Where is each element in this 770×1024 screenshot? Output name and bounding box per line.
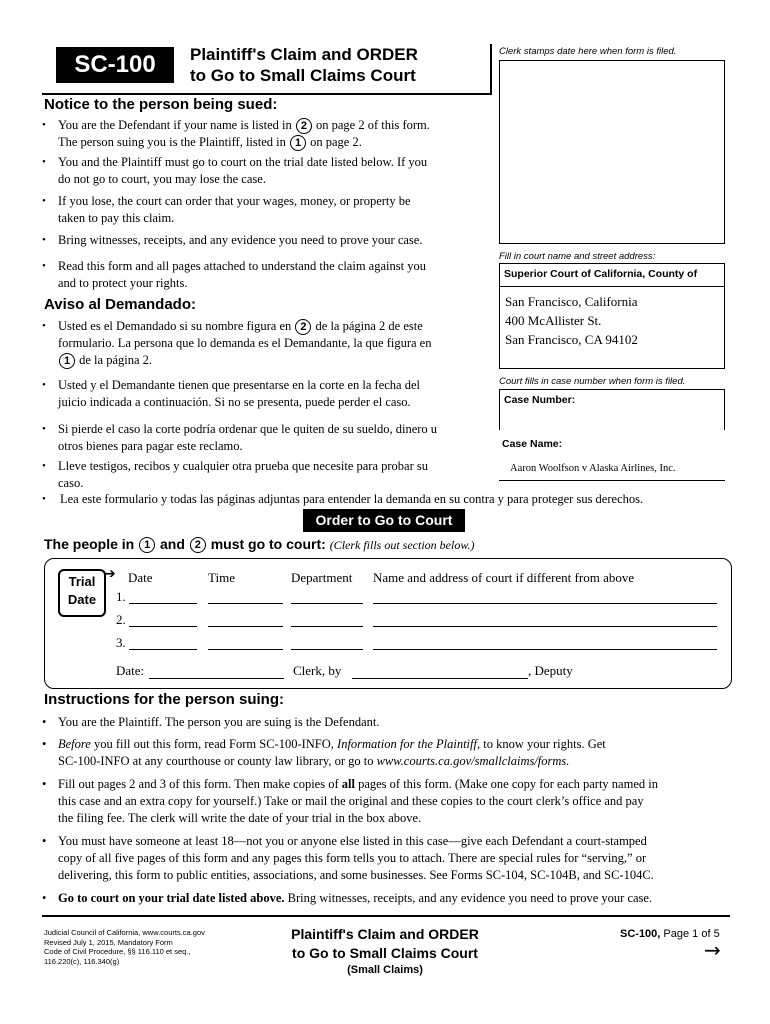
row-2-time-field[interactable] bbox=[208, 626, 283, 627]
header-vertical-rule bbox=[490, 44, 492, 95]
title-line-1: Plaintiff's Claim and ORDER bbox=[190, 45, 418, 64]
col-date-header: Date bbox=[128, 570, 153, 585]
clerk-signature-field[interactable] bbox=[352, 678, 528, 679]
row-3-time-field[interactable] bbox=[208, 649, 283, 650]
order-banner: Order to Go to Court bbox=[303, 509, 465, 532]
footer-page-number: SC-100, Page 1 of 5 bbox=[620, 928, 720, 940]
bullet-icon: • bbox=[42, 777, 47, 791]
case-name-label: Case Name: bbox=[502, 438, 563, 450]
row-2-date-field[interactable] bbox=[129, 626, 197, 627]
bullet-icon: • bbox=[42, 834, 47, 848]
clerk-date-label: Date: bbox=[116, 663, 145, 678]
people-line: The people in 1 and 2 must go to court: (Clerk fills out section below.) bbox=[44, 536, 475, 552]
footer-rule bbox=[42, 915, 730, 917]
item-1-marker: 1 bbox=[290, 135, 306, 151]
item-1-marker: 1 bbox=[139, 537, 155, 553]
item-1-marker: 1 bbox=[59, 353, 75, 369]
bullet-icon: • bbox=[42, 423, 46, 435]
deputy-label: , Deputy bbox=[528, 663, 573, 678]
bullet-icon: • bbox=[42, 493, 46, 505]
notice-heading: Notice to the person being sued: bbox=[44, 96, 278, 113]
clerk-by-label: Clerk, by bbox=[293, 663, 342, 678]
bullet-icon: • bbox=[42, 260, 46, 272]
aviso-heading: Aviso al Demandado: bbox=[44, 296, 196, 313]
bullet-icon: • bbox=[42, 156, 46, 168]
col-department-header: Department bbox=[291, 570, 353, 585]
case-number-label: Case Number: bbox=[504, 394, 576, 406]
court-address-line-3: San Francisco, CA 94102 bbox=[505, 332, 638, 347]
case-name-rule bbox=[499, 480, 725, 481]
clerk-stamp-label: Clerk stamps date here when form is filed. bbox=[499, 46, 677, 57]
court-address[interactable] bbox=[505, 292, 638, 349]
bullet-icon: • bbox=[42, 195, 46, 207]
row-2-department-field[interactable] bbox=[291, 626, 363, 627]
row-1-date-field[interactable] bbox=[129, 603, 197, 604]
col-time-header: Time bbox=[208, 570, 235, 585]
bullet-icon: • bbox=[42, 891, 47, 905]
header-rule bbox=[42, 93, 492, 95]
clerk-stamp-box bbox=[499, 60, 725, 244]
bullet-icon: • bbox=[42, 379, 46, 391]
trial-date-label-box: Trial Date bbox=[58, 569, 106, 617]
page-title bbox=[190, 44, 490, 86]
title-line-2: to Go to Small Claims Court bbox=[190, 66, 416, 85]
court-fill-label: Fill in court name and street address: bbox=[499, 251, 656, 262]
court-heading-rule bbox=[500, 286, 724, 287]
item-2-marker: 2 bbox=[295, 319, 311, 335]
row-2-number: 2. bbox=[116, 612, 126, 627]
item-2-marker: 2 bbox=[190, 537, 206, 553]
next-page-arrow-icon[interactable]: → bbox=[704, 938, 721, 962]
item-2-marker: 2 bbox=[296, 118, 312, 134]
row-1-address-field[interactable] bbox=[373, 603, 717, 604]
row-3-number: 3. bbox=[116, 635, 126, 650]
bullet-icon: • bbox=[42, 234, 46, 246]
case-name-value[interactable]: Aaron Woolfson v Alaska Airlines, Inc. bbox=[510, 463, 676, 474]
form-number: SC-100 bbox=[74, 51, 156, 78]
instructions-heading: Instructions for the person suing: bbox=[44, 691, 285, 708]
col-address-header: Name and address of court if different from above bbox=[373, 570, 635, 585]
row-3-address-field[interactable] bbox=[373, 649, 717, 650]
bullet-icon: • bbox=[42, 715, 47, 729]
case-fill-label: Court fills in case number when form is filed. bbox=[499, 376, 686, 387]
row-2-address-field[interactable] bbox=[373, 626, 717, 627]
row-1-number: 1. bbox=[116, 589, 126, 604]
arrow-right-icon: ➔ bbox=[104, 566, 116, 582]
court-address-box bbox=[499, 263, 725, 369]
small-claims-forms-link[interactable]: www.courts.ca.gov/smallclaims/forms. bbox=[376, 754, 570, 768]
bullet-icon: • bbox=[42, 320, 46, 332]
row-1-department-field[interactable] bbox=[291, 603, 363, 604]
court-address-line-1: San Francisco, California bbox=[505, 294, 638, 309]
row-3-department-field[interactable] bbox=[291, 649, 363, 650]
bullet-icon: • bbox=[42, 119, 46, 131]
clerk-date-field[interactable] bbox=[149, 678, 284, 679]
court-address-line-2: 400 McAllister St. bbox=[505, 313, 602, 328]
footer-title: Plaintiff's Claim and ORDER to Go to Small Claims Court (Small Claims) bbox=[291, 926, 479, 976]
row-1-time-field[interactable] bbox=[208, 603, 283, 604]
bullet-icon: • bbox=[42, 460, 46, 472]
row-3-date-field[interactable] bbox=[129, 649, 197, 650]
form-number-badge bbox=[56, 47, 174, 83]
case-number-box bbox=[499, 389, 725, 430]
footer-citation: Judicial Council of California, www.courts.ca.gov Revised July 1, 2015, Mandatory Form Code of Civil Procedure, §§ 116.110 et seq., 116.220(c), 116.340(g) bbox=[44, 928, 205, 966]
bullet-icon: • bbox=[42, 737, 47, 751]
court-heading: Superior Court of California, County of bbox=[504, 268, 698, 280]
